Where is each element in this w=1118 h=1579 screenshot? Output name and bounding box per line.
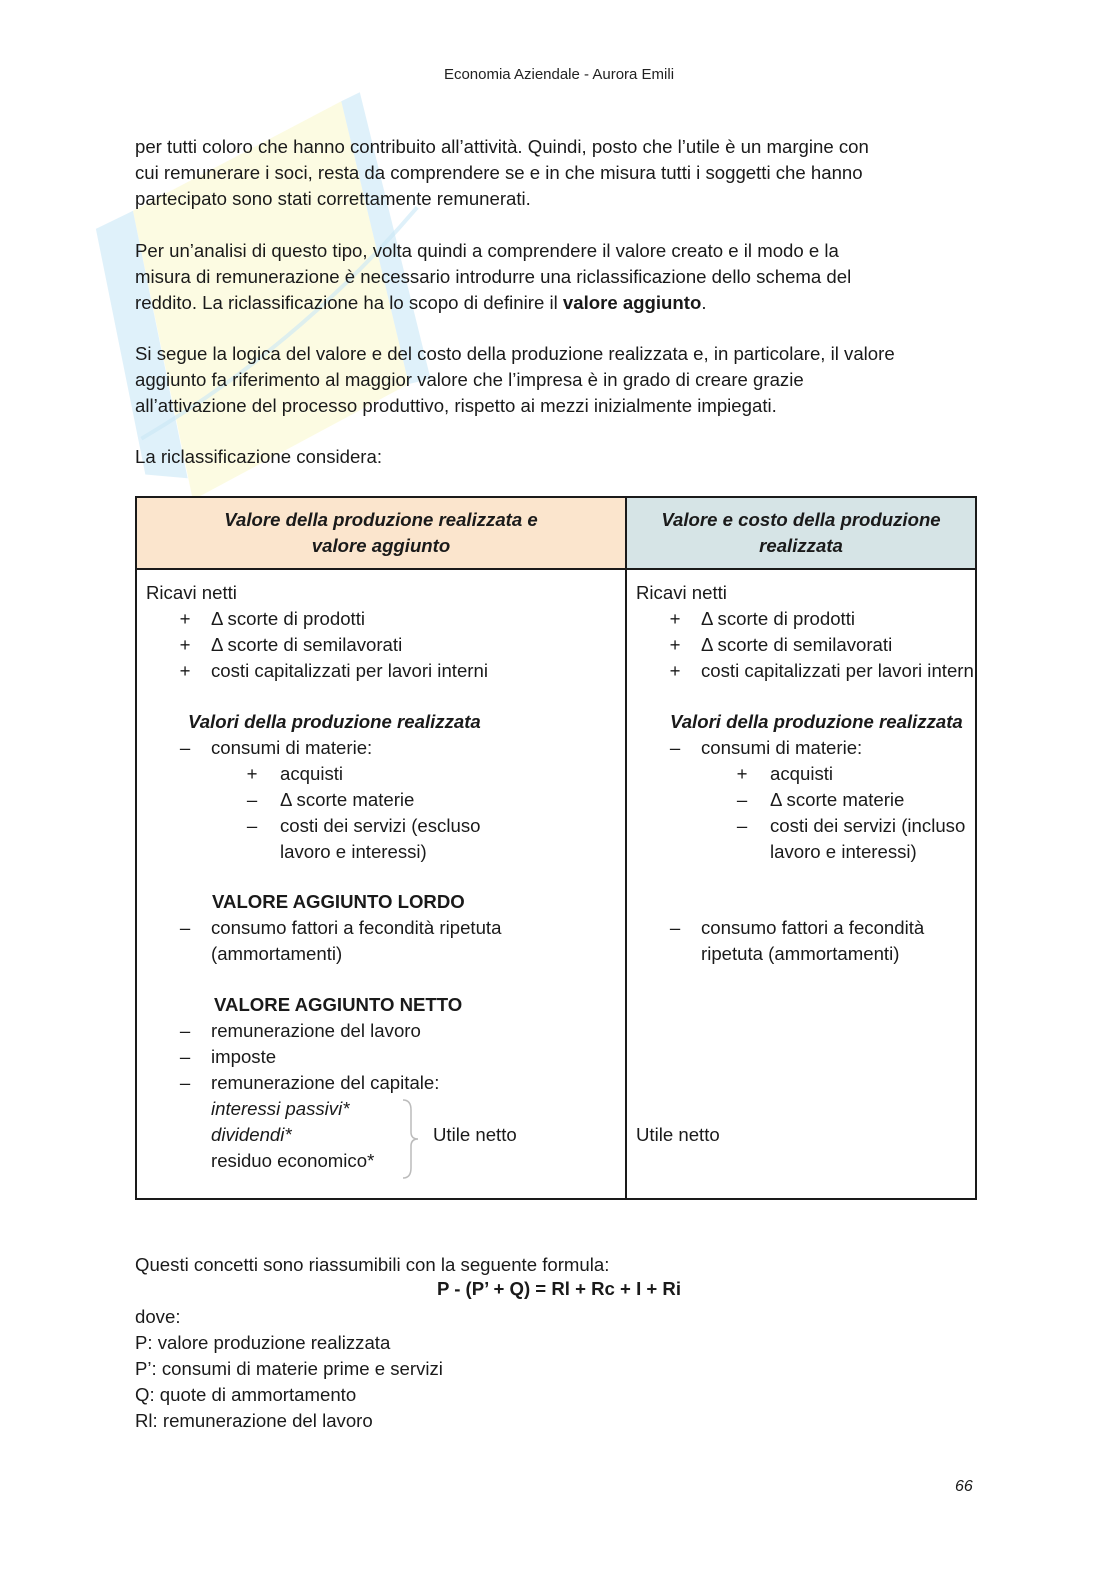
utile-netto-right: Utile netto (636, 1124, 720, 1145)
valore-aggiunto-term: valore aggiunto (562, 292, 702, 313)
header-left: Valore della produzione realizzata e valore aggiunto (136, 497, 626, 569)
paragraph-3: Si segue la logica del valore e del costo della produzione realizzata e, in particolare, il valore aggiunto fa riferimento al maggior valore che l’impresa è in grado di creare grazie all’attivazione del processo produttivo, rispetto ai mezzi inizialmente impiegati. (135, 343, 895, 416)
valore-aggiunto-netto: VALORE AGGIUNTO NETTO (214, 994, 463, 1015)
residuo-economico: residuo economico* (211, 1150, 375, 1171)
formula-intro: Questi concetti sono riassumibili con la seguente formula: (135, 1254, 610, 1275)
paragraph-2: Per un’analisi di questo tipo, volta quindi a comprendere il valore creato e il modo e la misura di remunerazione è necessario introdurre una riclassificazione dello schema del reddito. La riclassificazione ha lo scopo di definire il valore aggiunto. (135, 240, 852, 313)
classification-table (135, 496, 977, 1200)
list-item-continuation: ripetuta (ammortamenti) (701, 943, 900, 964)
definition-item: Q: quote di ammortamento (135, 1384, 357, 1405)
header-right: Valore e costo della produzione realizzata (626, 497, 976, 569)
formula: P - (P’ + Q) = Rl + Rc + I + Ri (436, 1278, 682, 1299)
ricavi-netti: Ricavi netti (636, 582, 727, 603)
interessi-passivi: interessi passivi* (211, 1098, 350, 1119)
list-item-continuation: lavoro e interessi) (280, 841, 427, 862)
list-item-continuation: (ammortamenti) (211, 943, 343, 964)
page-header: Economia Aziendale - Aurora Emili (443, 66, 675, 83)
paragraph-1: per tutti coloro che hanno contribuito all’attività. Quindi, posto che l’utile è un margine con cui remunerare i soci, resta da comprendere se e in che misura tutti i soggetti che hanno partecipato sono stati correttamente remunerati. (135, 136, 869, 209)
subtotal-label: Valori della produzione realizzata (670, 711, 963, 732)
left-column: Ricavi netti + Δ scorte di prodotti + Δ scorte di semilavorati + costi capitalizzati per lavori interni Valori della produzione realizzata – consumi di materie: + acquisti – Δ scorte materie – costi dei servizi (escluso lavoro e interessi) VALORE AGGIUNTO LORDO – consumo fattori a fecondità ripetuta (ammortamenti) VALORE AGGIUNTO NETTO – remunerazione del lavoro – imposte – remunerazione del capitale: interessi passivi* dividendi* residuo economico* Utile netto (136, 569, 626, 1199)
definitions: dove: P: valore produzione realizzata P’: consumi di materie prime e servizi Q: quote di ammortamento Rl: remunerazione del lavoro (135, 1304, 985, 1434)
definition-item: P: valore produzione realizzata (135, 1332, 391, 1353)
definition-item: Rl: remunerazione del lavoro (135, 1410, 373, 1431)
ricavi-netti: Ricavi netti (146, 582, 237, 603)
list-item-continuation: lavoro e interessi) (770, 841, 917, 862)
right-brace-icon (401, 1098, 421, 1180)
definition-item: P’: consumi di materie prime e servizi (135, 1358, 443, 1379)
page-number: 66 (955, 1478, 973, 1495)
paragraph-4: La riclassificazione considera: (135, 446, 383, 467)
valore-aggiunto-lordo: VALORE AGGIUNTO LORDO (212, 891, 465, 912)
subtotal-label: Valori della produzione realizzata (188, 711, 481, 732)
utile-netto-left: Utile netto (433, 1124, 517, 1145)
right-column: Ricavi netti + Δ scorte di prodotti + Δ scorte di semilavorati + costi capitalizzati per lavori interni Valori della produzione realizzata – consumi di materie: + acquisti – Δ scorte materie – costi dei servizi (incluso lavoro e interessi) – consumo fattori a fecondità ripetuta (ammortamenti) Utile netto (626, 569, 976, 1199)
dividendi: dividendi* (211, 1124, 292, 1145)
